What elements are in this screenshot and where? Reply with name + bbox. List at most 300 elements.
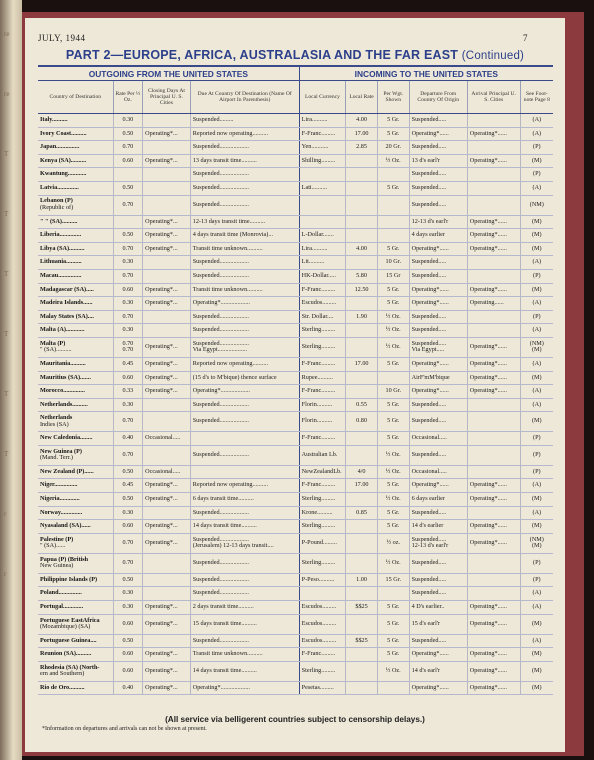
cell-closing <box>143 283 191 297</box>
cell-departure <box>409 195 467 215</box>
cell-text: ½ Oz. <box>385 326 401 334</box>
cell-text: Operating*... <box>145 285 178 293</box>
table-row <box>38 533 553 553</box>
cell-local-rate <box>346 493 378 507</box>
cell-text: Operating*...... <box>469 522 507 530</box>
cell-text: (NM) <box>529 339 544 347</box>
cell-arrival <box>467 587 520 601</box>
cell-text: Operating*...... <box>469 619 507 627</box>
table-row <box>38 432 553 446</box>
table-row <box>38 465 553 479</box>
cell-text: 0.50 <box>122 183 134 191</box>
cell-closing <box>143 229 191 243</box>
cell-dest <box>38 297 113 311</box>
cell-text: Portugal............. <box>40 603 84 611</box>
cell-text: Suspended................... <box>192 183 249 191</box>
cell-note <box>520 168 553 182</box>
cell-currency <box>299 269 346 283</box>
cell-weight <box>377 242 409 256</box>
cell-due <box>190 573 299 587</box>
cell-rate <box>113 432 143 446</box>
cell-text: (M) <box>532 417 542 425</box>
cell-text: Operating*................... <box>192 387 250 395</box>
cell-text-line2: Operating*...... <box>469 343 507 351</box>
cell-dest <box>38 195 113 215</box>
cell-rate <box>113 385 143 399</box>
cell-text: 0.70 <box>122 339 134 347</box>
cell-text: 0.70 <box>122 312 134 320</box>
cell-text: 0.50 <box>122 495 134 503</box>
cell-local-rate <box>346 601 378 615</box>
cell-text: Suspended..... <box>411 170 447 178</box>
cell-note <box>520 479 553 493</box>
cell-text: 5 Gr. <box>387 650 400 658</box>
cell-text: 5.80 <box>356 271 367 279</box>
cell-weight <box>377 614 409 634</box>
cell-note <box>520 324 553 338</box>
cell-text: 14 days transit time.......... <box>192 667 257 675</box>
cell-dest <box>38 398 113 412</box>
cell-text: Suspended................... <box>192 636 249 644</box>
cell-note <box>520 269 553 283</box>
cell-rate <box>113 141 143 155</box>
cell-text: Operating*... <box>145 359 178 367</box>
cell-text: Krone.......... <box>301 508 333 516</box>
cell-currency <box>299 256 346 270</box>
cell-arrival <box>467 398 520 412</box>
table-row <box>38 168 553 182</box>
cell-rate <box>113 601 143 615</box>
cell-arrival <box>467 181 520 195</box>
cell-currency <box>299 141 346 155</box>
cell-arrival <box>467 445 520 465</box>
cell-rate <box>113 648 143 662</box>
cell-currency <box>299 634 346 648</box>
cell-text: Shilling......... <box>301 156 336 164</box>
cell-text-line2: (Republic of) <box>40 204 74 212</box>
table-row <box>38 661 553 681</box>
cell-note <box>520 256 553 270</box>
cell-closing <box>143 661 191 681</box>
cell-text: 0.70 <box>122 417 134 425</box>
cell-local-rate <box>346 445 378 465</box>
cell-text: Mauritania.......... <box>40 359 86 367</box>
cell-note <box>520 114 553 128</box>
cell-text: 10 Gr. <box>385 387 401 395</box>
cell-rate <box>113 614 143 634</box>
table-row <box>38 493 553 507</box>
cell-text: (NM) <box>529 535 544 543</box>
spine-mark: T <box>4 210 9 218</box>
air-mail-table <box>38 65 553 695</box>
cell-text: Malta (A)............ <box>40 326 85 334</box>
cell-text: Norway.............. <box>40 508 83 516</box>
cell-arrival <box>467 168 520 182</box>
cell-text: 5 Gr. <box>387 299 400 307</box>
cell-text-line2: Via Egypt................... <box>192 346 248 354</box>
cell-text: Suspended................... <box>192 326 249 334</box>
cell-currency <box>299 229 346 243</box>
cell-text: Operating*... <box>145 217 178 225</box>
cell-text: Madeira Islands...... <box>40 299 93 307</box>
cell-weight <box>377 229 409 243</box>
cell-local-rate <box>346 614 378 634</box>
cell-due <box>190 681 299 695</box>
cell-text: Operating*...... <box>411 129 449 137</box>
cell-closing <box>143 432 191 446</box>
cell-arrival <box>467 432 520 446</box>
cell-text: Suspended..... <box>411 508 447 516</box>
cell-closing <box>143 614 191 634</box>
table-row <box>38 601 553 615</box>
cell-due <box>190 310 299 324</box>
cell-local-rate <box>346 114 378 128</box>
table-row <box>38 385 553 399</box>
cell-text: Transit time unknown.......... <box>192 650 263 658</box>
cell-currency <box>299 661 346 681</box>
cell-text: Suspended..... <box>411 636 447 644</box>
spine-mark: T <box>4 330 9 338</box>
cell-text: 17.00 <box>354 481 369 489</box>
cell-text: 12-13 days transit time.......... <box>192 217 266 225</box>
cell-text: 5 Gr. <box>387 619 400 627</box>
cell-text: 4/0 <box>357 467 366 475</box>
cell-text: Sterling......... <box>301 495 336 503</box>
cell-closing <box>143 520 191 534</box>
cell-currency <box>299 357 346 371</box>
cell-text: 4 D's earlier.. <box>411 603 445 611</box>
cell-text: $$25 <box>355 603 368 611</box>
cell-text: Operating*................... <box>192 683 250 691</box>
cell-text: 5 Gr. <box>387 129 400 137</box>
cell-text: 5 Gr. <box>387 244 400 252</box>
spine-mark: T <box>4 390 9 398</box>
cell-text: 0.30 <box>122 589 134 597</box>
cell-dest <box>38 242 113 256</box>
cell-closing <box>143 324 191 338</box>
cell-due <box>190 385 299 399</box>
cell-closing <box>143 681 191 695</box>
table-row <box>38 553 553 573</box>
cell-arrival <box>467 573 520 587</box>
cell-departure <box>409 256 467 270</box>
cell-text: Operating*... <box>145 495 178 503</box>
cell-weight <box>377 337 409 357</box>
cell-departure <box>409 229 467 243</box>
cell-due <box>190 634 299 648</box>
cell-note <box>520 398 553 412</box>
cell-due <box>190 445 299 465</box>
binding-spine <box>0 0 22 760</box>
cell-due <box>190 520 299 534</box>
cell-text: Operating*... <box>145 244 178 252</box>
cell-text: 14 d's earlier <box>411 522 444 530</box>
cell-weight <box>377 445 409 465</box>
cell-text: (M) <box>532 244 542 252</box>
cell-rate <box>113 242 143 256</box>
cell-currency <box>299 445 346 465</box>
cell-note <box>520 154 553 168</box>
cell-closing <box>143 573 191 587</box>
section-incoming: INCOMING TO THE UNITED STATES <box>299 66 553 81</box>
cell-due <box>190 141 299 155</box>
cell-dest <box>38 114 113 128</box>
cell-dest <box>38 283 113 297</box>
spine-mark: T <box>4 150 9 158</box>
cell-text: Suspended................... <box>192 258 249 266</box>
cell-closing <box>143 141 191 155</box>
cell-text: Ivory Coast.......... <box>40 129 87 137</box>
cell-rate <box>113 269 143 283</box>
cell-text: Suspended..... <box>411 183 447 191</box>
cell-dest <box>38 168 113 182</box>
cell-weight <box>377 114 409 128</box>
cell-departure <box>409 412 467 432</box>
cell-arrival <box>467 493 520 507</box>
cell-dest <box>38 601 113 615</box>
cell-text: (P) <box>533 451 541 459</box>
cell-rate <box>113 357 143 371</box>
cell-text: Escudos......... <box>301 603 337 611</box>
cell-note <box>520 181 553 195</box>
cell-currency <box>299 371 346 385</box>
cell-text: Suspended..... <box>411 339 447 347</box>
cell-due <box>190 357 299 371</box>
cell-weight <box>377 493 409 507</box>
cell-departure <box>409 533 467 553</box>
cell-text: 0.30 <box>122 326 134 334</box>
table-row <box>38 614 553 634</box>
cell-note <box>520 506 553 520</box>
cell-departure <box>409 114 467 128</box>
cell-due <box>190 337 299 357</box>
cell-text: 17.00 <box>354 359 369 367</box>
cell-text-line2: (M) <box>532 346 542 354</box>
cell-closing <box>143 648 191 662</box>
cell-closing <box>143 256 191 270</box>
cell-closing <box>143 297 191 311</box>
table-row <box>38 195 553 215</box>
cell-text: 0.60 <box>122 285 134 293</box>
cell-currency <box>299 601 346 615</box>
cell-note <box>520 141 553 155</box>
cell-note <box>520 229 553 243</box>
cell-text: Operating*...... <box>469 231 507 239</box>
cell-text: (A) <box>532 326 542 334</box>
cell-note <box>520 614 553 634</box>
cell-arrival <box>467 661 520 681</box>
cell-text: (A) <box>532 359 542 367</box>
cell-arrival <box>467 533 520 553</box>
page-title <box>25 48 565 62</box>
cell-closing <box>143 634 191 648</box>
cell-closing <box>143 445 191 465</box>
cell-text: Niger............... <box>40 481 78 489</box>
cell-text: 20 Gr. <box>385 143 401 151</box>
cell-currency <box>299 215 346 229</box>
cell-text: 0.30 <box>122 508 134 516</box>
column-header: Rate Per ½ Oz. <box>113 81 143 114</box>
cell-dest <box>38 432 113 446</box>
cell-text: Operating*...... <box>411 650 449 658</box>
cell-text: 6 days earlier <box>411 495 445 503</box>
cell-arrival <box>467 553 520 573</box>
cell-arrival <box>467 337 520 357</box>
table-row <box>38 412 553 432</box>
cell-text: Macau............... <box>40 271 82 279</box>
cell-text: Australian Lb. <box>301 451 338 459</box>
cell-text: L-Dollar....... <box>301 231 334 239</box>
cell-text: 4.00 <box>356 116 367 123</box>
cell-text: Suspended..... <box>411 143 447 151</box>
cell-text: Operating*...... <box>469 683 507 691</box>
cell-text: Suspended................... <box>192 339 249 347</box>
cell-note <box>520 195 553 215</box>
cell-closing <box>143 357 191 371</box>
cell-rate <box>113 310 143 324</box>
cell-departure <box>409 297 467 311</box>
cell-text: Operating*... <box>145 619 178 627</box>
cell-weight <box>377 533 409 553</box>
cell-text: 0.80 <box>356 417 367 425</box>
cell-closing <box>143 553 191 573</box>
cell-text: Suspended..... <box>411 312 447 320</box>
cell-text: Yen........... <box>301 143 329 151</box>
cell-dest <box>38 587 113 601</box>
cell-text: Operating*................... <box>192 299 250 307</box>
cell-closing <box>143 242 191 256</box>
cell-text: Kenya (SA).......... <box>40 156 87 164</box>
cell-text: (M) <box>532 231 542 239</box>
cell-text: New Caledonia........ <box>40 434 93 442</box>
cell-text: Suspended................... <box>192 143 249 151</box>
cell-rate <box>113 479 143 493</box>
cell-text-line2: Via Egypt..... <box>411 346 445 354</box>
cell-text: 0.70 <box>122 143 134 151</box>
cell-text: Suspended................... <box>192 271 249 279</box>
cell-text: Suspended..... <box>411 200 447 208</box>
cell-departure <box>409 242 467 256</box>
cell-dest <box>38 141 113 155</box>
cell-text: Operating*... <box>145 650 178 658</box>
cell-text: Suspended..... <box>411 326 447 334</box>
cell-text: 13 d's earl'r <box>411 156 440 164</box>
cell-due <box>190 432 299 446</box>
cell-due <box>190 465 299 479</box>
cell-closing <box>143 601 191 615</box>
cell-currency <box>299 385 346 399</box>
cell-text: Operating*... <box>145 231 178 239</box>
cell-text: 0.45 <box>122 481 134 489</box>
cell-text: Operating*...... <box>469 217 507 225</box>
cell-text: Operating*...... <box>411 683 449 691</box>
cell-text: Netherlands <box>40 414 73 422</box>
cell-currency <box>299 520 346 534</box>
cell-note <box>520 681 553 695</box>
cell-dest <box>38 465 113 479</box>
cell-note <box>520 337 553 357</box>
cell-text: (M) <box>532 285 542 293</box>
cell-rate <box>113 533 143 553</box>
cell-text: 12-13 d's earl'r <box>411 217 449 225</box>
cell-weight <box>377 412 409 432</box>
cell-text: (P) <box>533 467 541 475</box>
table-row <box>38 506 553 520</box>
column-header: Arrival Principal U. S. Cities <box>467 81 520 114</box>
cell-text: (15 d's to M'bique) thence surface <box>192 373 277 381</box>
cell-text-line2: 12-13 d's earl'r <box>411 542 449 550</box>
cell-rate <box>113 337 143 357</box>
cell-local-rate <box>346 154 378 168</box>
table-body <box>38 114 553 695</box>
cell-text: Operating*... <box>145 129 178 137</box>
cell-local-rate <box>346 398 378 412</box>
cell-text: (A) <box>532 400 542 408</box>
cell-departure <box>409 127 467 141</box>
cell-text: (M) <box>532 650 542 658</box>
cell-text: Suspended..... <box>411 271 447 279</box>
cell-currency <box>299 506 346 520</box>
cell-text: Operating*...... <box>411 299 449 307</box>
cell-text: Operating*... <box>145 387 178 395</box>
cell-text: Operating*... <box>145 373 178 381</box>
cell-note <box>520 601 553 615</box>
cell-text: Suspended................... <box>192 200 249 208</box>
cell-text: Sterling......... <box>301 343 336 351</box>
cell-dest <box>38 215 113 229</box>
cell-text: 14 d's earl'r <box>411 667 440 675</box>
cell-dest <box>38 256 113 270</box>
cell-rate <box>113 195 143 215</box>
table-row <box>38 634 553 648</box>
spine-mark: r <box>4 510 7 518</box>
cell-weight <box>377 465 409 479</box>
cell-text: 5 Gr. <box>387 400 400 408</box>
cell-rate <box>113 493 143 507</box>
cell-closing <box>143 465 191 479</box>
cell-text-line2: (Mozambique) (SA) <box>40 623 91 631</box>
cell-local-rate <box>346 256 378 270</box>
table-row <box>38 681 553 695</box>
cell-currency <box>299 242 346 256</box>
cell-text: (A) <box>532 183 542 191</box>
cell-departure <box>409 324 467 338</box>
cell-rate <box>113 154 143 168</box>
cell-dest <box>38 648 113 662</box>
cell-due <box>190 154 299 168</box>
cell-departure <box>409 215 467 229</box>
cell-rate <box>113 681 143 695</box>
cell-text: Operating*...... <box>469 359 507 367</box>
cell-text: 5 Gr. <box>387 359 400 367</box>
cell-dest <box>38 337 113 357</box>
cell-text: Rupee.......... <box>301 373 333 381</box>
cell-weight <box>377 634 409 648</box>
cell-text: Suspended......... <box>192 116 234 123</box>
cell-due <box>190 324 299 338</box>
cell-text: Operating*...... <box>411 285 449 293</box>
cell-text: Lithuania.......... <box>40 258 82 266</box>
cell-text: Escudos......... <box>301 636 337 644</box>
cell-departure <box>409 553 467 573</box>
cell-due <box>190 215 299 229</box>
cell-text: 1.90 <box>356 312 367 320</box>
cell-arrival <box>467 215 520 229</box>
cell-text: ½ Oz. <box>385 343 401 351</box>
cell-closing <box>143 114 191 128</box>
cell-due <box>190 506 299 520</box>
cell-weight <box>377 648 409 662</box>
